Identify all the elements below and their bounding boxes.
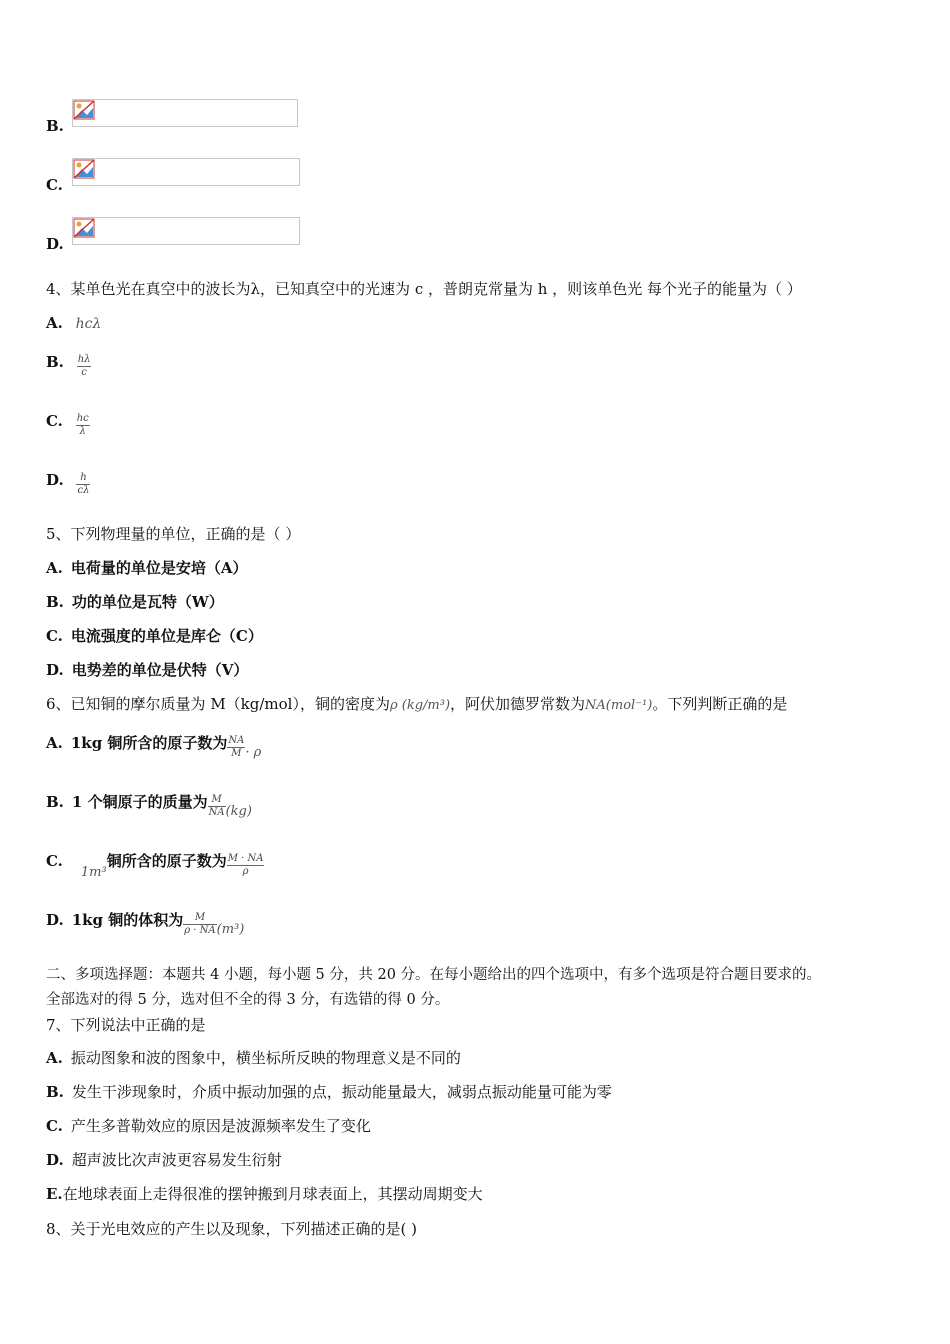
q7-option-a [46,1048,461,1068]
fraction-num: NA [228,735,245,746]
option-label: B. [46,793,64,811]
option-label: B. [46,1083,64,1101]
fraction-den: λ [76,425,90,438]
option-label: D. [46,471,64,489]
option-label: D. [46,911,64,929]
q4-option-d [46,470,90,497]
fraction-den: c [77,366,92,379]
option-text: 超声波比次声波更容易发生衍射 [71,1151,282,1169]
broken-image-icon [73,100,95,120]
fraction-num: M · NA [227,853,264,864]
option-text: 电荷量的单位是安培（A） [70,559,248,577]
math-expr: · ρ [245,745,262,760]
option-text: 铜所含的原子数为 [106,852,227,870]
option-label: C. [46,1117,63,1135]
q3-option-d [46,234,72,254]
option-text: 功的单位是瓦特（W） [71,593,224,611]
q7-stem: 7、下列说法中正确的是 [46,1016,206,1034]
q6-stem-part: 6、已知铜的摩尔质量为 M（kg/mol），铜的密度为 [46,695,390,713]
option-label: B. [46,117,64,135]
q4-option-a [46,313,101,334]
option-text: 在地球表面上走得很准的摆钟搬到月球表面上，其摆动周期变大 [62,1185,483,1203]
option-label: A. [46,1049,63,1067]
fraction-num: M [211,794,222,805]
broken-image-placeholder [72,217,300,245]
option-text: 1 个铜原子的质量为 [71,793,208,811]
option-text: 发生干涉现象时，介质中振动加强的点，振动能量最大，减弱点振动能量可能为零 [71,1083,612,1101]
math-expr: ρ (kg/m³) [389,698,451,713]
option-text: 振动图象和波的图象中，横坐标所反映的物理意义是不同的 [70,1049,461,1067]
q5-option-d [46,660,248,680]
q6-stem-part: 。下列判断正确的是 [652,695,788,713]
fraction-num: M [194,912,206,923]
q6-stem [46,694,787,716]
q6-option-a [46,733,261,763]
q5-stem: 5、下列物理量的单位，正确的是（ ） [46,525,301,543]
broken-image-icon [73,218,95,238]
option-text: 电势差的单位是伏特（V） [71,661,249,679]
option-label: D. [46,661,64,679]
section2-line1: 二、多项选择题：本题共 4 小题，每小题 5 分，共 20 分。在每小题给出的四个选项中，有多个选项是符合题目要求的。 [46,967,822,983]
math-expr: (kg) [225,804,252,819]
q6-option-d [46,910,244,940]
fraction-den: M [227,747,245,760]
q5-option-c [46,626,263,646]
q6-stem-part: ，阿伏加德罗常数为 [450,695,586,713]
option-label: C. [46,176,63,194]
option-label: D. [46,235,64,253]
fraction-num: h [80,472,87,483]
option-label: E. [46,1185,63,1203]
option-text: 1kg 铜所含的原子数为 [70,734,228,752]
fraction [208,794,226,819]
option-text: 1kg 铜的体积为 [71,911,184,929]
option-label: B. [46,353,64,371]
fraction-num: hλ [77,354,91,365]
option-label: D. [46,1151,64,1169]
option-label: A. [46,314,63,332]
broken-image-icon [73,159,95,179]
math-expr: 1m³ [80,865,107,880]
q5-option-b [46,592,224,612]
fraction-den: ρ · NA [184,925,216,936]
q7-option-b [46,1082,612,1102]
fraction [76,413,90,438]
option-label: C. [46,852,63,870]
q7-option-c [46,1116,371,1136]
option-label: A. [46,734,63,752]
option-label: B. [46,593,64,611]
broken-image-placeholder [72,99,298,127]
broken-image-placeholder [72,158,300,186]
q3-option-c [46,175,71,195]
fraction-num: hc [76,413,89,424]
fraction-den: NA [208,807,225,818]
section2-line2: 全部选对的得 5 分，选对但不全的得 3 分，有选错的得 0 分。 [46,992,450,1008]
q6-option-c [46,851,264,883]
q7-option-e [46,1184,483,1204]
q4-option-b [46,352,91,379]
q4-stem: 4、某单色光在真空中的波长为λ，已知真空中的光速为 c ，普朗克常量为 h ，则该单色光 每个光子的能量为（ ） [46,280,802,298]
q4-option-c [46,411,90,438]
option-label: A. [46,559,63,577]
option-label: C. [46,412,63,430]
option-text: 电流强度的单位是库仑（C） [70,627,263,645]
fraction [77,354,92,379]
fraction [227,853,265,878]
fraction [227,735,245,760]
fraction-den: cλ [77,485,90,496]
fraction [183,912,216,937]
option-text: 产生多普勒效应的原因是波源频率发生了变化 [70,1117,371,1135]
fraction [76,472,90,497]
q3-option-b [46,116,72,136]
fraction-den: ρ [227,865,265,878]
q8-stem: 8、关于光电效应的产生以及现象，下列描述正确的是( ) [46,1220,418,1238]
math-expr: NA(mol⁻¹) [585,698,653,713]
math-expr: hcλ [75,316,102,332]
q6-option-b [46,792,252,822]
math-expr: (m³) [216,922,245,937]
option-label: C. [46,627,63,645]
q5-option-a [46,558,248,578]
q7-option-d [46,1150,282,1170]
